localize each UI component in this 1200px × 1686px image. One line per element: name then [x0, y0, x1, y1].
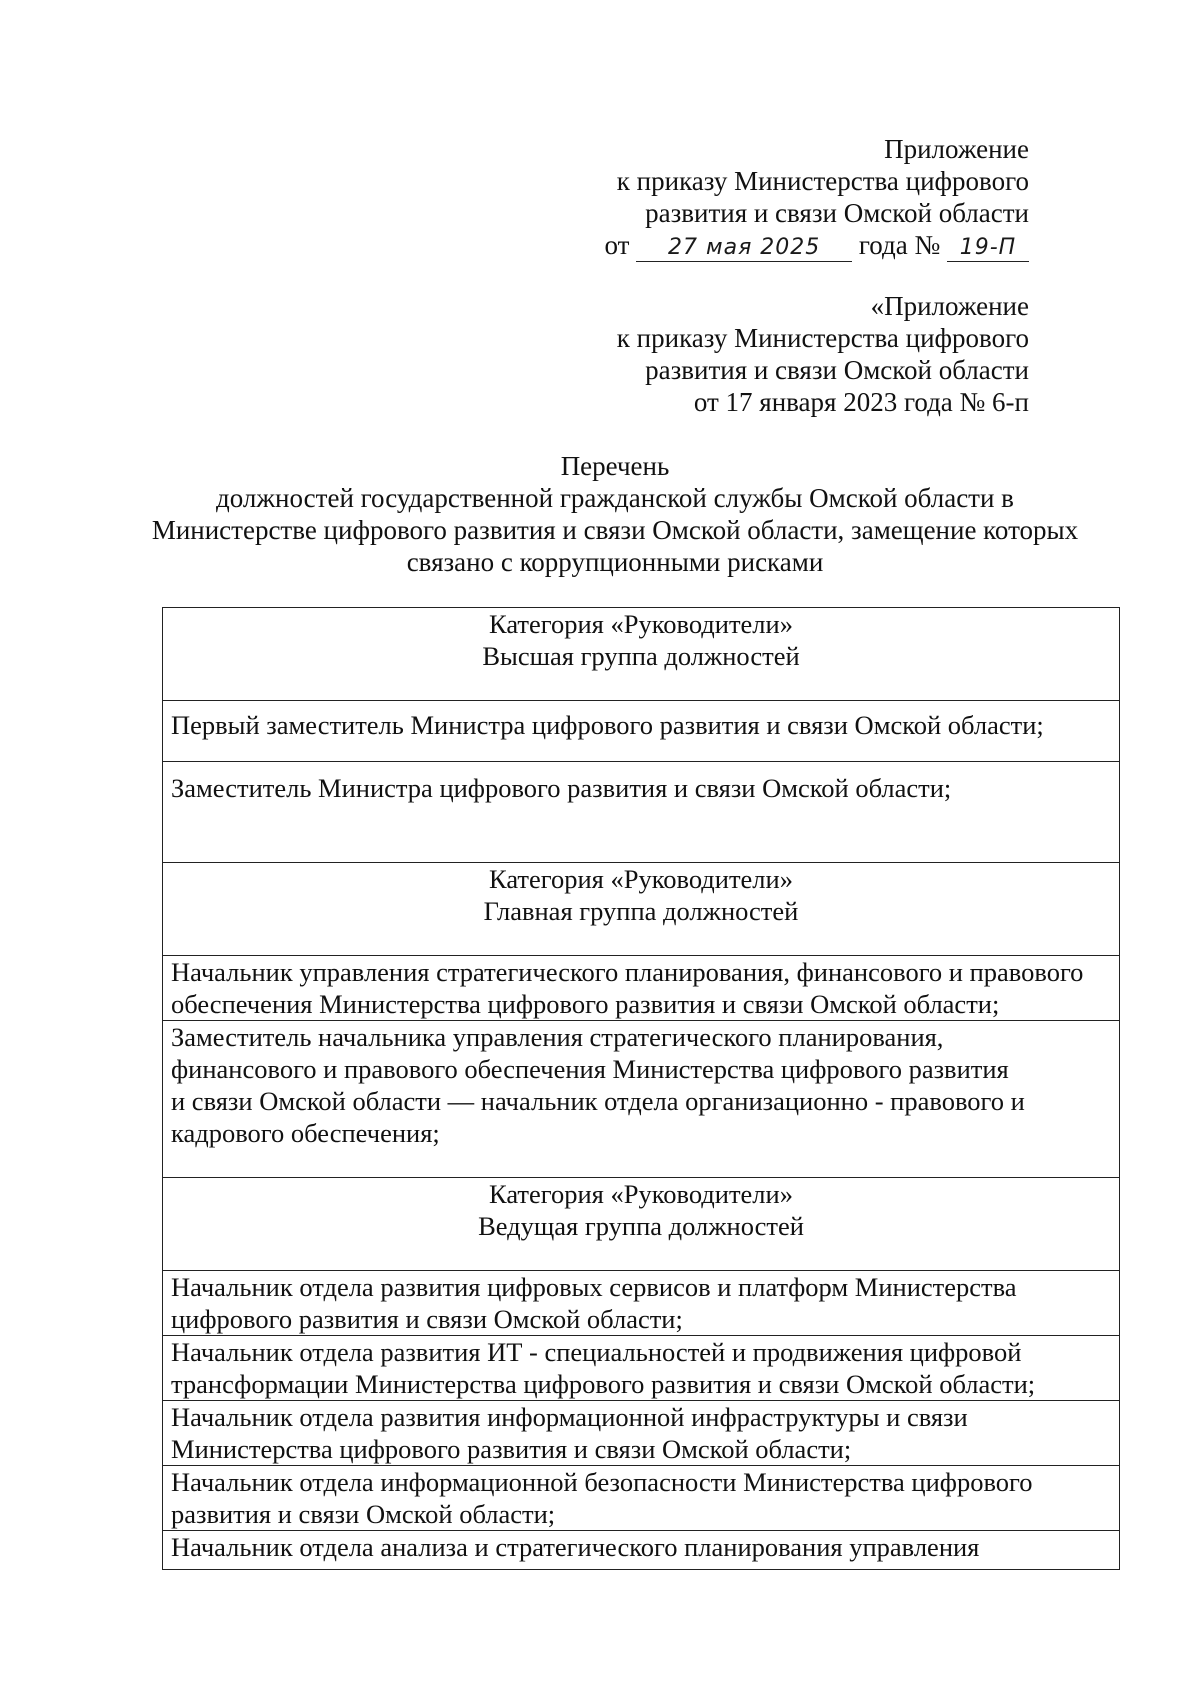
group-label: Высшая группа должностей	[482, 641, 800, 671]
category-label: Категория «Руководители»	[489, 864, 793, 894]
position-text: и связи Омской области — начальник отдела организационно - правового и	[171, 1086, 1025, 1116]
handwritten-date: 27 мая 2025	[636, 235, 852, 262]
category-label: Категория «Руководители»	[489, 1179, 793, 1209]
position-text: кадрового обеспечения;	[171, 1118, 440, 1148]
handwritten-order-number: 19-П	[947, 235, 1029, 262]
position-cell	[163, 762, 1120, 863]
title-heading: Перечень	[560, 451, 670, 481]
position-text: Начальник отдела информационной безопасности Министерства цифрового	[171, 1467, 1033, 1497]
position-text: Начальник отдела развития информационной инфраструктуры и связи	[171, 1402, 968, 1432]
position-cell	[163, 1531, 1120, 1570]
position-text: обеспечения Министерства цифрового развития и связи Омской области;	[171, 989, 1000, 1019]
position-text: Начальник отдела развития ИТ - специальностей и продвижения цифровой	[171, 1337, 1022, 1367]
position-text: развития и связи Омской области;	[171, 1499, 556, 1529]
appendix-title: Приложение	[884, 134, 1029, 164]
title-subheading-line3: связано с коррупционными рисками	[406, 547, 824, 577]
title-subheading-line1: должностей государственной гражданской службы Омской области в	[216, 483, 1014, 513]
table-row	[163, 762, 1120, 863]
position-cell	[163, 1021, 1120, 1178]
category-label: Категория «Руководители»	[489, 609, 793, 639]
position-text: Первый заместитель Министра цифрового развития и связи Омской области;	[171, 710, 1044, 740]
table-row	[163, 1466, 1120, 1531]
original-order-ref-line2: развития и связи Омской области	[645, 355, 1029, 385]
group-label: Ведущая группа должностей	[478, 1211, 804, 1241]
position-text: финансового и правового обеспечения Министерства цифрового развития	[171, 1054, 1009, 1084]
table-row	[163, 1401, 1120, 1466]
category-row	[163, 1178, 1120, 1271]
position-cell	[163, 956, 1120, 1021]
category-cell	[163, 1178, 1120, 1271]
position-cell	[163, 1401, 1120, 1466]
position-cell	[163, 701, 1120, 762]
position-text: Начальник отдела анализа и стратегического планирования управления	[171, 1532, 980, 1562]
appendix-header	[329, 133, 1029, 262]
original-order-date-line: от 17 января 2023 года № 6-п	[693, 387, 1029, 417]
appendix-order-ref-line1: к приказу Министерства цифрового	[616, 166, 1029, 196]
appendix-order-ref-line2: развития и связи Омской области	[645, 198, 1029, 228]
position-text: Начальник отдела развития цифровых сервисов и платформ Министерства	[171, 1272, 1017, 1302]
date-prefix: от	[604, 230, 630, 260]
position-cell	[163, 1271, 1120, 1336]
position-text: цифрового развития и связи Омской области;	[171, 1304, 683, 1334]
category-cell	[163, 608, 1120, 701]
position-text: Министерства цифрового развития и связи Омской области;	[171, 1434, 852, 1464]
title-subheading-line2: Министерстве цифрового развития и связи Омской области, замещение которых	[151, 515, 1079, 545]
position-text: Начальник управления стратегического планирования, финансового и правового	[171, 957, 1084, 987]
group-label: Главная группа должностей	[483, 896, 799, 926]
position-cell	[163, 1466, 1120, 1531]
table-row	[163, 701, 1120, 762]
order-year-number-label: года №	[858, 230, 941, 260]
position-text: Заместитель Министра цифрового развития и связи Омской области;	[171, 773, 952, 803]
position-text: Заместитель начальника управления стратегического планирования,	[171, 1022, 944, 1052]
table-row	[163, 1531, 1120, 1570]
position-text: трансформации Министерства цифрового развития и связи Омской области;	[171, 1369, 1036, 1399]
table-row	[163, 1336, 1120, 1401]
document-title	[150, 450, 1080, 578]
original-order-ref-line1: к приказу Министерства цифрового	[616, 323, 1029, 353]
original-appendix-title: «Приложение	[870, 291, 1029, 321]
appendix-order-date-line	[329, 229, 1029, 262]
category-cell	[163, 863, 1120, 956]
table-row	[163, 1021, 1120, 1178]
category-row	[163, 863, 1120, 956]
position-cell	[163, 1336, 1120, 1401]
positions-table	[162, 607, 1120, 1570]
original-appendix-header	[329, 290, 1029, 418]
category-row	[163, 608, 1120, 701]
table-row	[163, 1271, 1120, 1336]
table-row	[163, 956, 1120, 1021]
